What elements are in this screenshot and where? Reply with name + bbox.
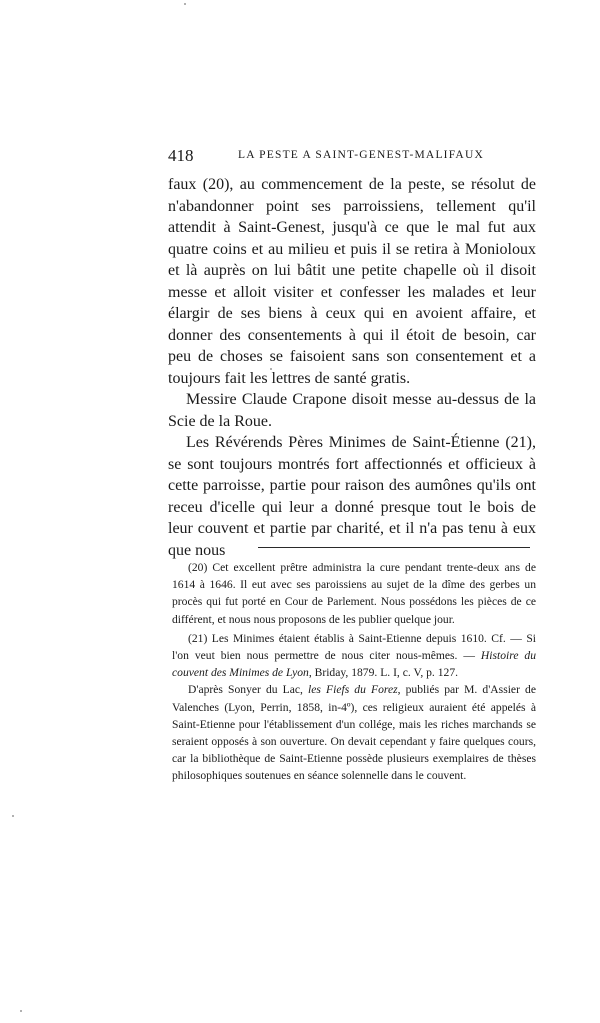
paper-speck	[20, 1010, 22, 1012]
page-header	[168, 146, 536, 170]
paper-speck	[12, 815, 14, 817]
paper-speck	[270, 368, 272, 370]
footnote-21-cont-a: D'après Sonyer du Lac,	[188, 683, 303, 697]
footnotes	[172, 559, 536, 787]
footnote-21-title: Histoire du couvent des Minimes de Lyon	[172, 649, 536, 680]
paragraph-1: faux (20), au commencement de la peste, se résolut de n'abandonner point ses parroissiens, tellement qu'il attendit à Saint-Genest, jusqu'à ce que le mal fut aux quatre coins et au milieu et puis il se retira à Monioloux et là auprès on lui bâtit une petite chapelle où il disoit messe et alloit visiter et confesser les malades et leur élargir de ses biens à ceux qui en avoient affaire, et donner des consentements à qui il étoit de besoin, car peu de choses se faisoient sans son consentement et a toujours fait les lettres de santé gratis.	[168, 176, 536, 387]
footnote-21-cont-b: , publiés par M. d'Assier de Valenches (Lyon, Perrin, 1858, in-4º), ces religieux auraient été appelés à Saint-Etienne pour l'établissement d'un collége, mais les riches marchands se seraient opposés à son ouverture. On devait cependant y faire quelques cours, car la bibliothèque de Saint-Etienne possède plusieurs exemplaires de thèses philosophiques soutenues en séance solennelle dans le couvent.	[172, 683, 536, 783]
footnote-separator	[258, 547, 530, 548]
footnote-21-continued	[172, 681, 536, 784]
paper-speck	[184, 3, 186, 5]
page-number: 418	[168, 146, 194, 165]
paragraph-3: Les Révérends Pères Minimes de Saint-Étienne (21), se sont toujours montrés fort affectionnés et officieux à cette parroisse, partie pour raison des aumônes qu'ils ont receu d'icelle qui leur a donné presque tout le bois de leur couvent et partie par charité, et il n'a pas tenu à eux que nous	[168, 434, 536, 559]
paragraph-2: Messire Claude Crapone disoit messe au-dessus de la Scie de la Roue.	[168, 391, 536, 430]
footnote-21-text: (21) Les Minimes étaient établis à Saint-Etienne depuis 1610. Cf. — Si l'on veut bien nous permettre de nous citer nous-mêmes. —	[172, 631, 536, 663]
footnote-21	[172, 630, 536, 682]
main-text	[168, 174, 536, 561]
footnote-21-ref: , Briday, 1879. L. I, c. V, p. 127.	[308, 666, 459, 680]
running-title: LA PESTE A SAINT-GENEST-MALIFAUX	[238, 149, 484, 161]
footnote-21-cont-title: les Fiefs du Forez	[308, 683, 398, 697]
footnote-20: (20) Cet excellent prêtre administra la cure pendant trente-deux ans de 1614 à 1646. Il eut avec ses paroissiens au sujet de la dîme des gerbes un procès qui fut porté en Cour de Parlement. Nous possédons les pièces de ce différent, et nous nous proposons de les publier quelque jour.	[172, 561, 536, 626]
